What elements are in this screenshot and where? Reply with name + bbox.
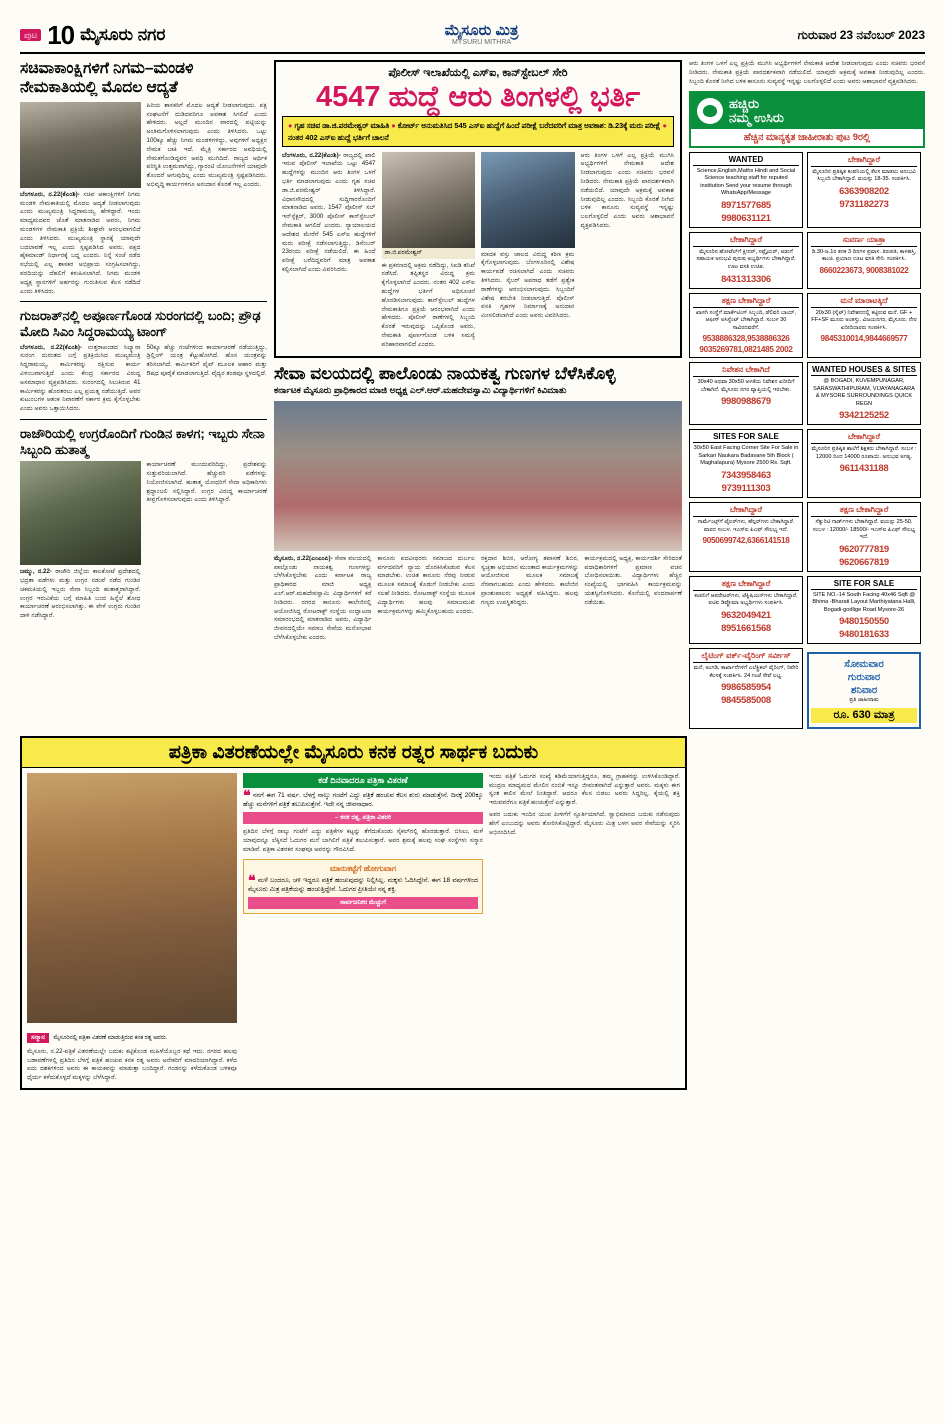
ad-body: ಕಂಪನಿಗೆ ಆಪರೇಟರ್‌ಗಳು, ಟೆಕ್ನಿಷಿಯನ್‌ಗಳು ಬೇಕಾಗಿದ್ದಾರೆ. ಐಟಿಐ ಡಿಪ್ಲೊಮಾ ಅಭ್ಯರ್ಥಿಗಳು ಸಂಪರ್ಕಿಸಿ. — [694, 592, 798, 607]
ad-title: ತಕ್ಷಣ ಬೇಕಾಗಿದ್ದಾರೆ — [693, 296, 799, 308]
feature-body-2: ಪ್ರತಿದಿನ ಬೆಳಗ್ಗೆ ನಾಲ್ಕು ಗಂಟೆಗೆ ಎದ್ದು ಪತ್ರಿಕೆಗಳ ಕಟ್ಟನ್ನು ತೆಗೆದುಕೊಂಡು ಸೈಕಲ್‌ನಲ್ಲಿ ಹೊರಡುತ್ತಾರೆ. ಬಿಸಿಲು, ಮಳೆ ಯಾವುದನ್ನೂ ಲೆಕ್ಕಿಸದೆ ಓದುಗರ ಮನೆ ಬಾಗಿಲಿಗೆ ಪತ್ರಿಕೆ ತಲುಪಿಸುತ್ತಾರೆ. ಅವರ ಶ್ರಮಕ್ಕೆ ಹಲವು ಸಂಘ ಸಂಸ್ಥೆಗಳು ಸನ್ಮಾನ ಮಾಡಿವೆ. ಪತ್ರಿಕಾ ವಿತರಕರ ಸಂಘವೂ ಅವರನ್ನು ಗೌರವಿಸಿದೆ. — [243, 828, 483, 853]
left-story-1-headline: ಸಚಿವಾಕಾಂಕ್ಷಿಗಳಿಗೆ ನಿಗಮ–ಮಂಡಳಿ ನೇಮಕಾತಿಯಲ್ಲಿ ಮೊದಲ ಆದ್ಯತೆ — [20, 60, 194, 96]
ad-body: ಮೈಸೂರಿನ ಪ್ರತಿಷ್ಠಿತ ಶಾಲೆಗೆ ಶಿಕ್ಷಕರು ಬೇಕಾಗಿದ್ದಾರೆ. ಸಂಬಳ : 12000 ದಿಂದ 14000 ರೂಪಾಯಿ. ಅನುಭವ ಅಗತ್ಯ. — [811, 446, 917, 460]
green-ad-line-3: ಉಸಿರು — [753, 110, 784, 126]
ad-body: ಸೆಕ್ಯುರಿಟಿ ಗಾರ್ಡ್‌ಗಳು ಬೇಕಾಗಿದ್ದಾರೆ. ವಯಸ್ಸು 25-50. ಸಂಬಳ : 12000/- 18500/- ಇಎಸ್‌ಐ ಪಿಎಫ್ ಸೌಲಭ್ಯ ಇದೆ. — [812, 518, 916, 541]
feature-quote-1-text: ನನಗೆ ಈಗ 71 ವರ್ಷ. ಬೆಳಗ್ಗೆ ನಾಲ್ಕು ಗಂಟೆಗೆ ಎದ್ದು ಪತ್ರಿಕೆ ಹಂಚುವ ಕೆಲಸ ಶುರು ಮಾಡುತ್ತೇನೆ. ದಿನಕ್ಕೆ 200ಕ್ಕೂ ಹೆಚ್ಚು ಮನೆಗಳಿಗೆ ಪತ್ರಿಕೆ ತಲುಪಿಸುತ್ತೇನೆ. ಇದೇ ನನ್ನ ಜೀವನಾಧಾರ. — [243, 791, 484, 809]
feature-greenbar: ಕಡೆ ದಿನವಾದರೂ ಪತ್ರಿಕಾ ವಿತರಣೆ — [243, 773, 483, 788]
mid-story-2-col-1-text: ಸೇವಾ ವಲಯದಲ್ಲಿ ಪಾಲ್ಗೊಂಡು ನಾಯಕತ್ವ ಗುಣಗಳನ್ನು ಬೆಳೆಸಿಕೊಳ್ಳಬೇಕು ಎಂದು ಕರ್ನಾಟಕ ರಾಜ್ಯ ಪ್ರಾಧಿಕಾರದ ಮಾಜಿ ಅಧ್ಯಕ್ಷ ಎಲ್.ಆರ್.ಮಹದೇವಸ್ವಾಮಿ ವಿದ್ಯಾರ್ಥಿಗಳಿಗೆ ಕರೆ ನೀಡಿದರು. ನಗರದ ಕಾನೂನು ಕಾಲೇಜಿನಲ್ಲಿ ಆಯೋಜಿಸಿದ್ದ ರೋಟರಾಕ್ಟ್ ಸಂಸ್ಥೆಯ ಉದ್ಘಾಟನಾ ಸಮಾರಂಭದಲ್ಲಿ ಮಾತನಾಡಿದ ಅವರು, ವಿದ್ಯಾರ್ಥಿ ಜೀವನದಲ್ಲಿಯೇ ಸಮಾಜ ಸೇವೆಯ ಮನೋಭಾವ ಬೆಳೆಸಿಕೊಳ್ಳಬೇಕು ಎಂದರು. — [274, 554, 372, 642]
ad-body: @ BOGADI, KUVEMPUNAGAR, SARASWATHIPURAM, VIJAYANAGARA & MYSORE SURROUNDINGS QUICK REGN — [813, 378, 915, 407]
ad-body: ಖಾಸಗಿ ಸಂಸ್ಥೆಗೆ ಮಾರ್ಕೆಟಿಂಗ್ ಸಿಬ್ಬಂದಿ, ಡೆಲಿವರಿ ಬಾಯ್, ಆಫೀಸ್ ಅಸಿಸ್ಟೆಂಟ್ ಬೇಕಾಗಿದ್ದಾರೆ. ಸಂಬಳ 30 ಸಾವಿರದವರೆಗೆ. — [695, 309, 797, 331]
lead-col-2-text: ಈ ಪ್ರಕರಣದಲ್ಲಿ ಅಕ್ರಮ ನಡೆದಿದ್ದು, ಸಿಐಡಿ ತನಿಖೆ ನಡೆಸಿದೆ. ತಪ್ಪಿತಸ್ಥರ ವಿರುದ್ಧ ಕ್ರಮ ಕೈಗೊಳ್ಳಲಾಗಿದೆ ಎಂದರು. ನಂತರ 402 ಎಸ್‌ಐ ಹುದ್ದೆಗಳ ಭರ್ತಿಗೆ ಅಧಿಸೂಚನೆ ಹೊರಡಿಸಲಾಗುವುದು. ಕಾನ್‌ಸ್ಟೇಬಲ್ ಹುದ್ದೆಗಳ ನೇಮಕಾತಿಗೂ ಪ್ರಕ್ರಿಯೆ ಆರಂಭವಾಗಿದೆ ಎಂದು ಹೇಳಿದರು. ಪೊಲೀಸ್ ಠಾಣೆಗಳಲ್ಲಿ ಸಿಬ್ಬಂದಿ ಕೊರತೆ ಇರುವುದನ್ನು ಒಪ್ಪಿಕೊಂಡ ಅವರು, ನೇಮಕಾತಿ ಪೂರ್ಣಗೊಂಡ ಬಳಿಕ ಸಮಸ್ಯೆ ಪರಿಹಾರವಾಗಲಿದೆ ಎಂದರು. — [381, 261, 475, 348]
ad-phone[interactable]: 9845310014,9844669577 — [820, 334, 908, 344]
left-story-2-dateline: ಬೆಂಗಳೂರು, ನ.22(ಕೆಎಂಶಿ)- — [20, 343, 83, 351]
left-story-3-headline: ರಾಜೌರಿಯಲ್ಲಿ ಉಗ್ರರೊಂದಿಗೆ ಗುಂಡಿನ ಕಾಳಗ; ಇಬ್ಬರು ಸೇನಾ ಸಿಬ್ಬಂದಿ ಹುತಾತ್ಮ — [20, 425, 265, 457]
ad-phone[interactable]: 9620667819 — [839, 556, 889, 568]
feature-photo-column — [27, 773, 237, 1083]
ad-phone[interactable]: 8951661568 — [721, 622, 771, 634]
classified-ad[interactable] — [807, 232, 921, 289]
ad-title: ಮನೆ ಮಾರಾಟಕ್ಕಿದೆ — [811, 296, 917, 308]
lead-col-1 — [282, 152, 376, 350]
mid-story-2 — [274, 364, 682, 643]
ad-phone[interactable]: 8971577685 — [721, 199, 771, 211]
lead-bullet-2: ಕೋರ್ಟ್ ಅನುಮತಿಸಿದ 545 ಎಸ್‌ಐ ಹುದ್ದೆಗೆ ಹಿಂದೆ ಪರೀಕ್ಷೆ ಬರೆದವರಿಗೆ ಮಾತ್ರ ಅವಕಾಶ: ಡಿ.23ಕ್ಕೆ ಮರು ಪರೀಕ್ಷೆ — [397, 121, 661, 131]
police-salute-photo — [481, 152, 575, 248]
bullet-icon: ● — [288, 121, 293, 131]
quote-open-icon: ❝ — [243, 786, 251, 803]
mid-story-2-subhead: ಕರ್ನಾಟಕ ಮೈಸೂರು ಪ್ರಾಧಿಕಾರದ ಮಾಜಿ ಅಧ್ಯಕ್ಷ ಎಲ್.ಆರ್.ಮಹದೇವಸ್ವಾಮಿ ವಿದ್ಯಾರ್ಥಿಗಳಿಗೆ ಕಿವಿಮಾತು — [274, 385, 567, 396]
left-story-1-photo — [20, 102, 141, 188]
ad-body: ಮೈಸೂರಿನ ಪ್ರತಿಷ್ಠಿತ ಕಂಪನಿಯಲ್ಲಿ ಕೆಲಸ ಮಾಡಲು ಅನುಭವಿ ಸಿಬ್ಬಂದಿ ಬೇಕಾಗಿದ್ದಾರೆ. ವಯಸ್ಸು 18-35. ಸಂಪರ್ಕಿಸಿ. — [812, 168, 916, 183]
feature-quote-2-sig: ಸಾರ್ವಜನಿಕರ ಮೆಚ್ಚುಗೆ — [248, 897, 478, 909]
green-ad-text — [729, 97, 784, 124]
green-awareness-ad[interactable] — [689, 91, 925, 147]
paper-logo — [445, 23, 519, 46]
ad-phone[interactable]: 9731182273 — [839, 198, 889, 210]
classified-ad[interactable] — [689, 502, 803, 572]
ad-phone[interactable]: 9845585008 — [721, 695, 771, 707]
lead-dateline: ಬೆಂಗಳೂರು, ನ.22(ಕೆಎಂಶಿ)- — [282, 151, 341, 159]
green-ad-line-1: ಹಚ್ಚಿರು — [729, 96, 760, 112]
ad-body: 30x40 ಅಥವಾ 30x50 ಅಳತೆಯ ನಿವೇಶನ ಖರೀದಿಗೆ ಬೇಕಾಗಿದೆ. ಮೈಸೂರು ನಗರ ವ್ಯಾಪ್ತಿಯಲ್ಲಿ ಇರಬೇಕು. — [697, 379, 795, 393]
lead-col-4-text: ಆರು ತಿಂಗಳ ಒಳಗೆ ಎಲ್ಲ ಪ್ರಕ್ರಿಯೆ ಮುಗಿಸಿ ಅಭ್ಯರ್ಥಿಗಳಿಗೆ ನೇಮಕಾತಿ ಆದೇಶ ನೀಡಲಾಗುವುದು ಎಂದು ಸಚಿವರು ಭರವಸೆ ನೀಡಿದರು. ನೇಮಕಾತಿ ಪ್ರಕ್ರಿಯೆ ಪಾರದರ್ಶಕವಾಗಿ ನಡೆಯಲಿದೆ. ಯಾವುದೇ ಅಕ್ರಮಕ್ಕೆ ಅವಕಾಶ ನೀಡುವುದಿಲ್ಲ ಎಂದರು. ಸಿಬ್ಬಂದಿ ಕೊರತೆ ನೀಗಿದ ಬಳಿಕ ಕಾನೂನು ಸುವ್ಯವಸ್ಥೆ ಇನ್ನಷ್ಟು ಬಲಗೊಳ್ಳಲಿದೆ ಎಂದು ಅವರು ಆಶಾಭಾವನೆ ವ್ಯಕ್ತಪಡಿಸಿದರು. — [580, 151, 674, 230]
left-story-1-dateline: ಬೆಂಗಳೂರು, ನ.22(ಕೆಎಂಶಿ)- — [20, 190, 80, 198]
left-story-3 — [20, 426, 267, 621]
lead-col-3 — [481, 152, 575, 350]
feature-quote-2 — [248, 871, 479, 895]
ad-phone[interactable]: 9632049421 — [721, 609, 771, 621]
classified-ad[interactable] — [689, 293, 803, 359]
ad-phone[interactable]: 9480150550 — [839, 616, 889, 628]
ad-body: Science,English,Maths Hindi and Social Science teaching staff for reputed institution Send your resume through WhatsApp/Message — [696, 167, 796, 197]
lead-headline: 4547 ಹುದ್ದೆ ಆರು ತಿಂಗಳಲ್ಲಿ ಭರ್ತಿ — [315, 81, 641, 113]
lead-bullet-3: ನಂತರ 402 ಎಸ್‌ಐ ಹುದ್ದೆ ಭರ್ತಿಗೆ ಚಾಲನೆ — [288, 132, 389, 142]
ad-title: ಬೇಕಾಗಿದ್ದಾರೆ — [811, 155, 917, 167]
feature-body-3: ಇಂದು ಪತ್ರಿಕೆ ಓದುಗರ ಸಂಖ್ಯೆ ಕಡಿಮೆಯಾಗುತ್ತಿದ್ದರೂ, ತಮ್ಮ ಗ್ರಾಹಕರನ್ನು ಉಳಿಸಿಕೊಂಡಿದ್ದಾರೆ. ಮುದ್ರಣ ಮಾಧ್ಯಮದ ಮೇಲಿನ ನಂಬಿಕೆ ಇನ್ನೂ ಜೀವಂತವಾಗಿದೆ ಎನ್ನುತ್ತಾರೆ ಅವರು. ಮಕ್ಕಳು ಈಗ ಸ್ವಂತ ಕಾಲಿನ ಮೇಲೆ ನಿಂತಿದ್ದಾರೆ. ಆದರೂ ಕೆಲಸ ಬಿಡಲು ಅವರು ಸಿದ್ಧರಿಲ್ಲ. ಕೈಯಲ್ಲಿ ಶಕ್ತಿ ಇರುವವರೆಗೂ ಪತ್ರಿಕೆ ಹಂಚುತ್ತೇನೆ ಎನ್ನುತ್ತಾರೆ. — [489, 772, 680, 807]
ad-title: ತಕ್ಷಣ ಬೇಕಾಗಿದ್ದಾರೆ — [811, 505, 917, 517]
ad-rate-label: ಪ್ರತಿ ಜಾಹೀರಾತು — [849, 697, 879, 704]
left-column — [20, 60, 267, 729]
ad-title: ನಿವೇಶನ ಬೇಕಾಗಿದೆ — [693, 365, 799, 377]
feature-quote-1-sig: – ಕನಕ ರತ್ನ, ಪತ್ರಿಕಾ ವಿತರಕಿ — [243, 812, 483, 824]
paper-logo-text: ಮೈಸೂರು ಮಿತ್ರ — [444, 22, 519, 40]
mid-story-2-col-3: ರಕ್ತದಾನ ಶಿಬಿರ, ಆರೋಗ್ಯ ತಪಾಸಣೆ ಶಿಬಿರ, ಸ್ವಚ್ಛತಾ ಅಭಿಯಾನ ಮುಂತಾದ ಕಾರ್ಯಕ್ರಮಗಳನ್ನು ಆಯೋಜಿಸುವ ಮೂಲಕ ಸಮಾಜಕ್ಕೆ ನೆರವಾಗಬಹುದು ಎಂದು ಹೇಳಿದರು. ಕಾಲೇಜಿನ ಪ್ರಾಂಶುಪಾಲರು ಅಧ್ಯಕ್ಷತೆ ವಹಿಸಿದ್ದರು. ಹಲವು ಗಣ್ಯರು ಉಪಸ್ಥಿತರಿದ್ದರು. — [481, 554, 579, 606]
left-story-3-col1: ರಾಜೌರಿ ಜಿಲ್ಲೆಯ ಕಾಲಕೋಟೆ ಪ್ರದೇಶದಲ್ಲಿ ಭದ್ರತಾ ಪಡೆಗಳು ಮತ್ತು ಉಗ್ರರ ನಡುವೆ ನಡೆದ ಗುಂಡಿನ ಚಕಮಕಿಯಲ್ಲಿ ಇಬ್ಬರು ಸೇನಾ ಸಿಬ್ಬಂದಿ ಹುತಾತ್ಮರಾಗಿದ್ದಾರೆ. ಉಗ್ರರ ಇರುವಿಕೆಯ ಬಗ್ಗೆ ಮಾಹಿತಿ ಬಂದ ಹಿನ್ನೆಲೆ ಶೋಧ ಕಾರ್ಯಾಚರಣೆ ಆರಂಭಿಸಲಾಗಿತ್ತು. ಈ ವೇಳೆ ಉಗ್ರರು ಗುಂಡಿನ ದಾಳಿ ನಡೆಸಿದ್ದಾರೆ. — [20, 568, 141, 620]
ad-title: WANTED HOUSES & SITES — [811, 365, 916, 375]
section-title: ಮೈಸೂರು ನಗರ — [80, 25, 166, 44]
mid-story-2-dateline: ಮೈಸೂರು, ನ.22(ಎಂಎಂಪಿ)- — [274, 554, 333, 562]
ad-phone[interactable]: 9538886328,9538886326 — [702, 334, 790, 344]
classified-ad[interactable] — [689, 648, 803, 729]
page-body — [20, 60, 925, 729]
lead-bullet-1: ಗೃಹ ಸಚಿವ ಡಾ.ಜಿ.ಪರಮೇಶ್ವರ್ ಮಾಹಿತಿ — [294, 121, 390, 131]
feature-body — [22, 768, 685, 1088]
green-ad-top — [691, 93, 923, 128]
ad-rate-day-1: ಸೋಮವಾರ — [844, 659, 884, 671]
ad-phone[interactable]: 9035269781,0821485 2002 — [699, 345, 793, 355]
ad-rate-day-2: ಗುರುವಾರ — [847, 672, 881, 684]
ad-title: ಲೈಟಿಂಗ್ ವರ್ಕ್-ವೈರಿಂಗ್ ಸರ್ವೀಸ್ — [693, 651, 799, 663]
left-story-2 — [20, 308, 267, 414]
ad-body: 30x50 East Facing Corner Site For Sale in Sarkari Naukara Badavane 5th Block ( Maghalapura) Mysore 2500 Rs. Sqft. — [693, 445, 799, 467]
ad-body: ಮೈಸೂರಿನ ಹೋಟೆಲ್‌ಗೆ ಕ್ಲೀನರ್, ಸಪ್ಲೈಯರ್, ಅಡುಗೆ ಸಹಾಯಕ ಅನುಭವಿ ಪುರುಷ ಅಭ್ಯರ್ಥಿಗಳು ಬೇಕಾಗಿದ್ದಾರೆ. ಊಟ ವಸತಿ ಉಚಿತ. — [696, 248, 796, 270]
classified-ad[interactable] — [807, 576, 921, 645]
feature-body-4: ಅವರ ಬದುಕು ಇಂದಿನ ಯುವ ಪೀಳಿಗೆಗೆ ಸ್ಫೂರ್ತಿಯಾಗಿದೆ. ಸ್ವಾಭಿಮಾನದ ಬದುಕು ನಡೆಸುವುದು ಹೇಗೆ ಎಂಬುದನ್ನು ಅವರು ತೋರಿಸಿಕೊಟ್ಟಿದ್ದಾರೆ. ಮೈಸೂರು ಮಿತ್ರ ಬಳಗ ಅವರ ಸೇವೆಯನ್ನು ಸ್ಮರಿಸಿ ಅಭಿನಂದಿಸಿದೆ. — [489, 810, 680, 836]
ad-phone[interactable]: 8431313306 — [721, 273, 771, 285]
left-story-2-headline: ಗುಜರಾತ್‌ನಲ್ಲಿ ಅಪೂರ್ಣಗೊಂಡ ಸುರಂಗದಲ್ಲಿ ಬಂದಿ; ಪ್ರೌಢ ಮೋದಿ ಸಿಎಂ ಸಿದ್ದರಾಮಯ್ಯ ಟಾಂಗ್ — [20, 308, 261, 339]
ad-title: WANTED — [693, 155, 799, 166]
ad-body: ಮನೆ, ಅಂಗಡಿ, ಕಾರ್ಖಾನೆಗಳಿಗೆ ಎಲೆಕ್ಟ್ರಿಕಲ್ ವೈರಿಂಗ್, ರಿಪೇರಿ ಕೆಲಸಕ್ಕೆ ಸಂಪರ್ಕಿಸಿ. 24 ಗಂಟೆ ಸೇವೆ ಲಭ್ಯ. — [693, 665, 799, 679]
ad-title: ಸುವರ್ಣ ಯಾತ್ರಾ — [811, 235, 917, 247]
page-number: 10 — [47, 20, 75, 50]
feature-story — [20, 736, 687, 1090]
left-story-3-col2: ಕಾರ್ಯಾಚರಣೆ ಮುಂದುವರಿದಿದ್ದು, ಪ್ರದೇಶವನ್ನು ಸುತ್ತುವರಿಯಲಾಗಿದೆ. ಹೆಚ್ಚುವರಿ ಪಡೆಗಳನ್ನು ನಿಯೋಜಿಸಲಾಗಿದೆ. ಹುತಾತ್ಮ ಯೋಧರಿಗೆ ಸೇನಾ ಅಧಿಕಾರಿಗಳು ಶ್ರದ್ಧಾಂಜಲಿ ಸಲ್ಲಿಸಿದ್ದಾರೆ. ಉಗ್ರರ ವಿರುದ್ಧ ಕಾರ್ಯಾಚರಣೆ ತೀವ್ರಗೊಳಿಸಲಾಗುವುದು ಎಂದು ತಿಳಿಸಿದ್ದಾರೆ. — [146, 461, 267, 504]
mid-story-2-col-1 — [274, 555, 372, 643]
feature-quote-2-text: ಮಳೆ ಬಂದರೂ, ಚಳಿ ಇದ್ದರೂ ಪತ್ರಿಕೆ ಹಂಚುವುದನ್ನು ನಿಲ್ಲಿಸಿಲ್ಲ. ಮಕ್ಕಳು ಓದಿಸಿದ್ದೇನೆ. ಈಗ 18 ವರ್ಷಗಳಿಂದ ಮೈಸೂರು ಮಿತ್ರ ಪತ್ರಿಕೆಯನ್ನು ಹಂಚುತ್ತಿದ್ದೇನೆ. ಓದುಗರ ಪ್ರೀತಿಯೇ ನನ್ನ ಶಕ್ತಿ. — [248, 876, 479, 894]
ad-title: ತಕ್ಷಣ ಬೇಕಾಗಿದ್ದಾರೆ — [693, 579, 799, 591]
left-story-3-dateline: ಜಮ್ಮು, ನ.22- — [20, 568, 52, 576]
mid-story-2-col-4: ಕಾರ್ಯಕ್ರಮದಲ್ಲಿ ಅಧ್ಯಕ್ಷ, ಕಾರ್ಯದರ್ಶಿ ಸೇರಿದಂತೆ ಪದಾಧಿಕಾರಿಗಳಿಗೆ ಪ್ರಮಾಣ ವಚನ ಬೋಧಿಸಲಾಯಿತು. ವಿದ್ಯಾರ್ಥಿಗಳು ಹೆಚ್ಚಿನ ಸಂಖ್ಯೆಯಲ್ಲಿ ಭಾಗವಹಿಸಿ ಕಾರ್ಯಕ್ರಮವನ್ನು ಯಶಸ್ವಿಗೊಳಿಸಿದರು. ಕೊನೆಯಲ್ಲಿ ವಂದನಾರ್ಪಣೆ ನಡೆಯಿತು. — [584, 554, 682, 606]
classified-ad[interactable] — [807, 502, 921, 572]
lead-col-2 — [382, 152, 476, 350]
ad-phone[interactable]: 8660223673, 9008381022 — [819, 265, 909, 275]
feature-quote-1 — [243, 786, 484, 810]
ad-phone[interactable]: 7343958463 — [721, 469, 771, 481]
ad-title: SITE FOR SALE — [811, 579, 917, 590]
ad-phone[interactable]: 9739111303 — [721, 482, 771, 494]
ad-phone[interactable]: 9980988679 — [721, 396, 771, 408]
middle-column — [274, 60, 682, 729]
photo-caption: ಮೈಸೂರಿನಲ್ಲಿ ಪತ್ರಿಕಾ ವಿತರಣೆ ಮಾಡುತ್ತಿರುವ ಕನಕ ರತ್ನ ಅವರು. — [53, 1034, 168, 1041]
minister-photo — [382, 152, 476, 248]
feature-body-1: ಮೈಸೂರು, ನ.22-ಪತ್ರಿಕೆ ವಿತರಣೆಯಲ್ಲೇ ಬದುಕು ಕಟ್ಟಿಕೊಂಡ ಮಹಿಳೆಯೊಬ್ಬರ ಕಥೆ ಇದು. ನಗರದ ಹಲವು ಬಡಾವಣೆಗಳಲ್ಲಿ ಪ್ರತಿದಿನ ಬೆಳಗ್ಗೆ ಪತ್ರಿಕೆ ಹಂಚುವ ಕನಕ ರತ್ನ ಅವರು ಅನೇಕರಿಗೆ ಮಾದರಿಯಾಗಿದ್ದಾರೆ. ಕಳೆದ ಐದು ದಶಕಗಳಿಂದ ಅವರು ಈ ಕಾಯಕವನ್ನು ಮಾಡುತ್ತಾ ಬಂದಿದ್ದಾರೆ. ಗಂಡನನ್ನು ಕಳೆದುಕೊಂಡ ಬಳಿಕವೂ ಧೈರ್ಯ ಕಳೆದುಕೊಳ್ಳದೆ ಮಕ್ಕಳನ್ನು ಬೆಳೆಸಿದ್ದಾರೆ. — [27, 1047, 237, 1082]
left-story-1-col1: ಸಚಿವ ಆಕಾಂಕ್ಷಿಗಳಿಗೆ ನಿಗಮ ಮಂಡಳಿ ನೇಮಕಾತಿಯಲ್ಲಿ ಮೊದಲ ಆದ್ಯತೆ ನೀಡಲಾಗುವುದು ಎಂದು ಮುಖ್ಯಮಂತ್ರಿ ಸಿದ್ದರಾಮಯ್ಯ ಹೇಳಿದ್ದಾರೆ. ಇಂದು ಮಾಧ್ಯಮದವರ ಜೊತೆ ಮಾತನಾಡಿದ ಅವರು, ನಿಗಮ ಮಂಡಳಿಗಳ ನೇಮಕಾತಿ ಪ್ರಕ್ರಿಯೆ ಶೀಘ್ರವೇ ಆರಂಭವಾಗಲಿದೆ ಎಂದು ತಿಳಿಸಿದರು. ಮುಖ್ಯಮಂತ್ರಿ ಸ್ಥಾನಕ್ಕೆ ಯಾವುದೇ ಬದಲಾವಣೆ ಇಲ್ಲ ಎಂದು ಸ್ಪಷ್ಟಪಡಿಸಿದ ಅವರು, ಪಕ್ಷದ ಹೈಕಮಾಂಡ್ ನಿರ್ಧಾರಕ್ಕೆ ಬದ್ಧ ಎಂದರು. ನಿನ್ನೆ ಸಂಜೆ ನಡೆದ ಸಭೆಯಲ್ಲಿ ಎಲ್ಲ ಶಾಸಕರ ಅಭಿಪ್ರಾಯ ಸಂಗ್ರಹಿಸಲಾಗಿದ್ದು, ವರದಿಯನ್ನು ದೆಹಲಿಗೆ ಕಳುಹಿಸಲಾಗಿದೆ. ನಿಗಮ ಮಂಡಳಿ ಅಧ್ಯಕ್ಷ ಸ್ಥಾನಗಳಿಗೆ ಅರ್ಹರನ್ನು ಗುರುತಿಸುವ ಕೆಲಸ ನಡೆದಿದೆ ಎಂದು ತಿಳಿಸಿದರು. — [20, 190, 141, 295]
ad-title: ಬೇಕಾಗಿದ್ದಾರೆ — [693, 505, 799, 517]
classified-ad[interactable] — [689, 576, 803, 645]
quote-open-icon: ❝ — [248, 871, 256, 888]
feature-headline: ಪತ್ರಿಕಾ ವಿತರಣೆಯಲ್ಲೇ ಮೈಸೂರು ಕನಕ ರತ್ನರ ಸಾರ್ಥಕ ಬದುಕು — [22, 738, 685, 768]
ad-rate-box[interactable] — [807, 652, 921, 729]
ad-phone[interactable]: 9986585954 — [721, 682, 771, 694]
ad-rate-price: ರೂ. 630 ಮಾತ್ರ — [811, 708, 917, 723]
photo-caption-tag: ಸನ್ಮಾನ — [27, 1033, 49, 1043]
classifieds-column — [689, 60, 925, 729]
ad-title: SITES FOR SALE — [693, 432, 799, 443]
classified-ad[interactable] — [807, 293, 921, 359]
lead-bullets — [282, 116, 674, 146]
bullet-icon: ● — [662, 121, 667, 131]
ad-title: ಬೇಕಾಗಿದ್ದಾರೆ — [811, 432, 917, 444]
leaf-icon — [697, 98, 723, 124]
mid-story-2-headline: ಸೇವಾ ವಲಯದಲ್ಲಿ ಪಾಲೊಂಡು ನಾಯಕತ್ವ ಗುಣಗಳ ಬೆಳೆಸಿಕೊಳ್ಳಿ — [274, 363, 616, 383]
ad-body: SITE NO.-14 South Facing 40x46 Sqft @ Bhima -Bharati Layout Marthiyatana Halli, Bogadi-godlige Road Mysore-26 — [812, 591, 916, 613]
issue-date: ಗುರುವಾರ 23 ನವೆಂಬರ್ 2023 — [797, 27, 925, 42]
newspaper-vendor-photo — [27, 773, 237, 1023]
classified-ad[interactable] — [689, 362, 803, 425]
minister-photo-caption: ಡಾ.ಜಿ.ಪರಮೇಶ್ವರ್ — [382, 248, 476, 259]
classified-ad[interactable] — [689, 232, 803, 289]
ad-body: ಡಿ.30-ಜ.1ರ ತನಕ 3 ದಿನಗಳ ಪ್ರವಾಸ. ತಿರುಪತಿ, ಕಾಳಹಸ್ತಿ, ಕಾಂಚಿ. ಪ್ರಯಾಣ ಊಟ ವಸತಿ ಸೇರಿ. ಸಂಪರ್ಕಿಸಿ. — [811, 248, 917, 263]
group-photo — [274, 401, 682, 551]
mid-story-2-col-2: ಕಾನೂನು ಪದವೀಧರರು ಸಮಾಜದ ದುರ್ಬಲ ವರ್ಗದವರಿಗೆ ನ್ಯಾಯ ದೊರಕಿಸಿಕೊಡುವ ಕೆಲಸ ಮಾಡಬೇಕು. ಉಚಿತ ಕಾನೂನು ನೆರವು ನೀಡುವ ಮೂಲಕ ಸಮಾಜಕ್ಕೆ ಕೊಡುಗೆ ನೀಡಬೇಕು ಎಂದು ಸಲಹೆ ನೀಡಿದರು. ರೋಟರಾಕ್ಟ್ ಸಂಸ್ಥೆಯ ಮೂಲಕ ವಿದ್ಯಾರ್ಥಿಗಳು ಹಲವು ಸಮಾಜಮುಖಿ ಕಾರ್ಯಕ್ರಮಗಳನ್ನು ಹಮ್ಮಿಕೊಳ್ಳಬಹುದು ಎಂದರು. — [377, 554, 475, 615]
lead-columns — [282, 152, 674, 350]
left-story-1-col2: ಹಿರಿಯ ಶಾಸಕರಿಗೆ ಮೊದಲ ಆದ್ಯತೆ ನೀಡಲಾಗುವುದು. ಪಕ್ಷ ಸಂಘಟನೆಗೆ ದುಡಿದವರಿಗೂ ಅವಕಾಶ ಸಿಗಲಿದೆ ಎಂದು ಹೇಳಿದರು. ಅಲ್ಲದೆ ಮುಂದಿನ ವಾರದಲ್ಲಿ ಪಟ್ಟಿಯನ್ನು ಅಂತಿಮಗೊಳಿಸಲಾಗುವುದು ಎಂದು ತಿಳಿಸಿದರು. ಒಟ್ಟು 100ಕ್ಕೂ ಹೆಚ್ಚು ನಿಗಮ ಮಂಡಳಿಗಳಿದ್ದು, ಅವುಗಳಿಗೆ ಅಧ್ಯಕ್ಷರ ನೇಮಕ ಬಾಕಿ ಇದೆ. ಮೈತ್ರಿ ಸರ್ಕಾರದ ಅವಧಿಯಲ್ಲಿ ನೇಮಕಗೊಂಡಿದ್ದವರ ಅವಧಿ ಮುಗಿದಿದೆ. ರಾಜ್ಯದ ಆರ್ಥಿಕ ಪರಿಸ್ಥಿತಿ ಉತ್ತಮವಾಗಿದ್ದು, ಗ್ಯಾರಂಟಿ ಯೋಜನೆಗಳಿಗೆ ಯಾವುದೇ ತೊಂದರೆ ಆಗುವುದಿಲ್ಲ ಎಂದು ಮುಖ್ಯಮಂತ್ರಿ ಸ್ಪಷ್ಟಪಡಿಸಿದರು. ಅಭಿವೃದ್ಧಿ ಕಾರ್ಯಗಳಿಗೂ ಅನುದಾನ ಕೊರತೆ ಇಲ್ಲ ಎಂದರು. — [146, 101, 267, 188]
lead-story — [274, 60, 682, 358]
mid-story-2-columns — [274, 555, 682, 643]
ad-title: ಬೇಕಾಗಿದ್ದಾರೆ — [693, 235, 799, 247]
left-story-2-col1: ಉತ್ತರಾಖಂಡದ ಸಿಲ್ಕ್ಯಾರಾ ಸುರಂಗ ದುರಂತದ ಬಗ್ಗೆ ಪ್ರತಿಕ್ರಿಯಿಸಿದ ಮುಖ್ಯಮಂತ್ರಿ ಸಿದ್ದರಾಮಯ್ಯ, ಕಾರ್ಮಿಕರನ್ನು ರಕ್ಷಿಸುವ ಕಾರ್ಯ ವಿಳಂಬವಾಗುತ್ತಿದೆ ಎಂದು ಕೇಂದ್ರ ಸರ್ಕಾರದ ವಿರುದ್ಧ ಅಸಮಾಧಾನ ವ್ಯಕ್ತಪಡಿಸಿದರು. ಸುರಂಗದಲ್ಲಿ ಸಿಲುಕಿರುವ 41 ಕಾರ್ಮಿಕರನ್ನು ಹೊರತರಲು ಎಲ್ಲ ಪ್ರಯತ್ನ ನಡೆಯುತ್ತಿದೆ. ಅವರ ಕುಟುಂಬಗಳ ಆತಂಕ ನಿವಾರಣೆಗೆ ಸರ್ಕಾರ ಕ್ರಮ ಕೈಗೊಳ್ಳಬೇಕು ಎಂದು ಅವರು ಒತ್ತಾಯಿಸಿದರು. — [20, 343, 141, 413]
left-story-2-col2: 50ಕ್ಕೂ ಹೆಚ್ಚು ಗಂಟೆಗಳಿಂದ ಕಾರ್ಯಾಚರಣೆ ನಡೆಯುತ್ತಿದ್ದು, ಡ್ರಿಲ್ಲಿಂಗ್ ಯಂತ್ರ ಕೆಟ್ಟುಹೋಗಿದೆ. ಹೊಸ ಯಂತ್ರವನ್ನು ತರಿಸಲಾಗಿದೆ. ಕಾರ್ಮಿಕರಿಗೆ ಪೈಪ್ ಮೂಲಕ ಆಹಾರ ಮತ್ತು ಔಷಧ ಪೂರೈಕೆ ಮಾಡಲಾಗುತ್ತಿದೆ. ವೈದ್ಯರ ತಂಡವೂ ಸ್ಥಳದಲ್ಲಿದೆ. — [146, 343, 267, 377]
feature-quote-2-head: ಮಾರುಕಟ್ಟೆಗೆ ಹೋಗುವಾಗ — [329, 863, 397, 873]
ad-phone[interactable]: 9480181633 — [839, 629, 889, 641]
ad-phone[interactable]: 9620777819 — [839, 543, 889, 555]
lead-col-3-text: ಮಾದಕ ವಸ್ತು ಜಾಲದ ವಿರುದ್ಧ ಕಠಿಣ ಕ್ರಮ ಕೈಗೊಳ್ಳಲಾಗುವುದು. ಬೆಂಗಳೂರಿನಲ್ಲಿ ವಿಶೇಷ ಕಾರ್ಯಪಡೆ ರಚಿಸಲಾಗಿದೆ ಎಂದು ಸಚಿವರು ತಿಳಿಸಿದರು. ಸೈಬರ್ ಅಪರಾಧ ತಡೆಗೆ ಪ್ರತ್ಯೇಕ ಠಾಣೆಗಳನ್ನು ಆರಂಭಿಸಲಾಗುವುದು. ಸಿಬ್ಬಂದಿಗೆ ವಿಶೇಷ ತರಬೇತಿ ನೀಡಲಾಗುತ್ತಿದೆ. ಪೊಲೀಸ್ ವಸತಿ ಗೃಹಗಳ ನಿರ್ಮಾಣಕ್ಕೆ ಅನುದಾನ ಮೀಸಲಿಡಲಾಗಿದೆ ಎಂದು ಅವರು ವಿವರಿಸಿದರು. — [481, 250, 575, 320]
ad-rate-day-3: ಶನಿವಾರ — [850, 685, 878, 697]
lead-kicker: ಪೊಲೀಸ್ ಇಲಾಖೆಯಲ್ಲಿ ಎಸ್‌ಐ, ಕಾನ್‌ಸ್ಟೇಬಲ್ ಸೇರಿ — [388, 67, 568, 79]
bullet-icon: ● — [391, 121, 396, 131]
ad-phone[interactable]: 9611431188 — [839, 463, 889, 475]
lead-col-1-text: ರಾಜ್ಯದಲ್ಲಿ ಖಾಲಿ ಇರುವ ಪೊಲೀಸ್ ಇಲಾಖೆಯ ಒಟ್ಟು 4547 ಹುದ್ದೆಗಳನ್ನು ಮುಂದಿನ ಆರು ತಿಂಗಳ ಒಳಗೆ ಭರ್ತಿ ಮಾಡಲಾಗುವುದು ಎಂದು ಗೃಹ ಸಚಿವ ಡಾ.ಜಿ.ಪರಮೇಶ್ವರ್ ತಿಳಿಸಿದ್ದಾರೆ. ವಿಧಾನಸೌಧದಲ್ಲಿ ಸುದ್ದಿಗಾರರೊಂದಿಗೆ ಮಾತನಾಡಿದ ಅವರು, 1547 ಪೊಲೀಸ್ ಸಬ್ ಇನ್‌ಸ್ಪೆಕ್ಟರ್, 3000 ಪೊಲೀಸ್ ಕಾನ್‌ಸ್ಟೇಬಲ್ ನೇಮಕಾತಿ ಆಗಲಿದೆ ಎಂದರು. ನ್ಯಾಯಾಲಯದ ಆದೇಶದ ಮೇರೆಗೆ 545 ಎಸ್‌ಐ ಹುದ್ದೆಗಳಿಗೆ ಮರು ಪರೀಕ್ಷೆ ನಡೆಸಲಾಗುತ್ತಿದ್ದು, ಡಿಸೆಂಬರ್ 23ರಂದು ಪರೀಕ್ಷೆ ನಡೆಯಲಿದೆ. ಈ ಹಿಂದೆ ಪರೀಕ್ಷೆ ಬರೆದಿದ್ದವರಿಗೆ ಮಾತ್ರ ಅವಕಾಶ ಕಲ್ಪಿಸಲಾಗಿದೆ ಎಂದು ವಿವರಿಸಿದರು. — [282, 151, 376, 274]
masthead-left — [20, 22, 165, 48]
feature-quote-2-box — [243, 859, 483, 915]
classified-ads — [689, 152, 925, 729]
green-ad-sub: ಹೆಚ್ಚಿನ ಮಾನ್ಯಕೃತ ಜಾಹೀರಾತು ಪುಟ 9ರಲ್ಲಿ — [743, 131, 871, 143]
left-story-3-photo — [20, 461, 141, 565]
ad-phone[interactable]: 9050699742,6366141518 — [702, 536, 790, 546]
ad-body: ಗಾರ್ಮೆಂಟ್ಸ್‌ಗೆ ಟೈಲರ್‌ಗಳು, ಹೆಲ್ಪರ್‌ಗಳು ಬೇಕಾಗಿದ್ದಾರೆ. ವಾರದ ಸಂಬಳ. ಇಎಸ್‌ಐ ಪಿಎಫ್ ಸೌಲಭ್ಯ ಇದೆ. — [697, 518, 795, 533]
ad-phone[interactable]: 9342125252 — [839, 410, 889, 422]
green-ad-line-2: ನಮ್ಮ — [729, 110, 751, 126]
page-tag: ಪುಟ — [20, 29, 41, 41]
lead-overflow-text: ಆರು ತಿಂಗಳ ಒಳಗೆ ಎಲ್ಲ ಪ್ರಕ್ರಿಯೆ ಮುಗಿಸಿ ಅಭ್ಯರ್ಥಿಗಳಿಗೆ ನೇಮಕಾತಿ ಆದೇಶ ನೀಡಲಾಗುವುದು ಎಂದು ಸಚಿವರು ಭರವಸೆ ನೀಡಿದರು. ನೇಮಕಾತಿ ಪ್ರಕ್ರಿಯೆ ಪಾರದರ್ಶಕವಾಗಿ ನಡೆಯಲಿದೆ. ಯಾವುದೇ ಅಕ್ರಮಕ್ಕೆ ಅವಕಾಶ ನೀಡುವುದಿಲ್ಲ ಎಂದರು. ಸಿಬ್ಬಂದಿ ಕೊರತೆ ನೀಗಿದ ಬಳಿಕ ಕಾನೂನು ಸುವ್ಯವಸ್ಥೆ ಇನ್ನಷ್ಟು ಬಲಗೊಳ್ಳಲಿದೆ ಎಂದು ಅವರು ಆಶಾಭಾವನೆ ವ್ಯಕ್ತಪಡಿಸಿದರು. — [689, 60, 925, 85]
ad-phone[interactable]: 6363908202 — [839, 185, 889, 197]
feature-text-column — [489, 773, 680, 1083]
classified-ad[interactable] — [689, 429, 803, 498]
classified-ad[interactable] — [689, 152, 803, 228]
left-story-1 — [20, 60, 267, 296]
masthead — [20, 22, 925, 54]
classified-ad[interactable] — [807, 152, 921, 228]
classified-ad[interactable] — [807, 362, 921, 425]
ad-phone[interactable]: 9980631121 — [721, 212, 771, 224]
paper-logo-sub: MYSURU MITHRA — [451, 39, 512, 47]
ad-body: 20x30 (ಸೈಟ್) ನಿವೇಶನದಲ್ಲಿ ಕಟ್ಟಿರುವ ಮನೆ. GF + FF+SF ಮೂರು ಅಂತಸ್ತು. ವಿಜಯನಗರ, ಮೈಸೂರು. ನೇರ ಖರೀದಿದಾರರು ಸಂಪರ್ಕಿಸಿ. — [811, 309, 917, 331]
feature-quote-column — [243, 773, 483, 1083]
classified-ad[interactable] — [807, 429, 921, 498]
